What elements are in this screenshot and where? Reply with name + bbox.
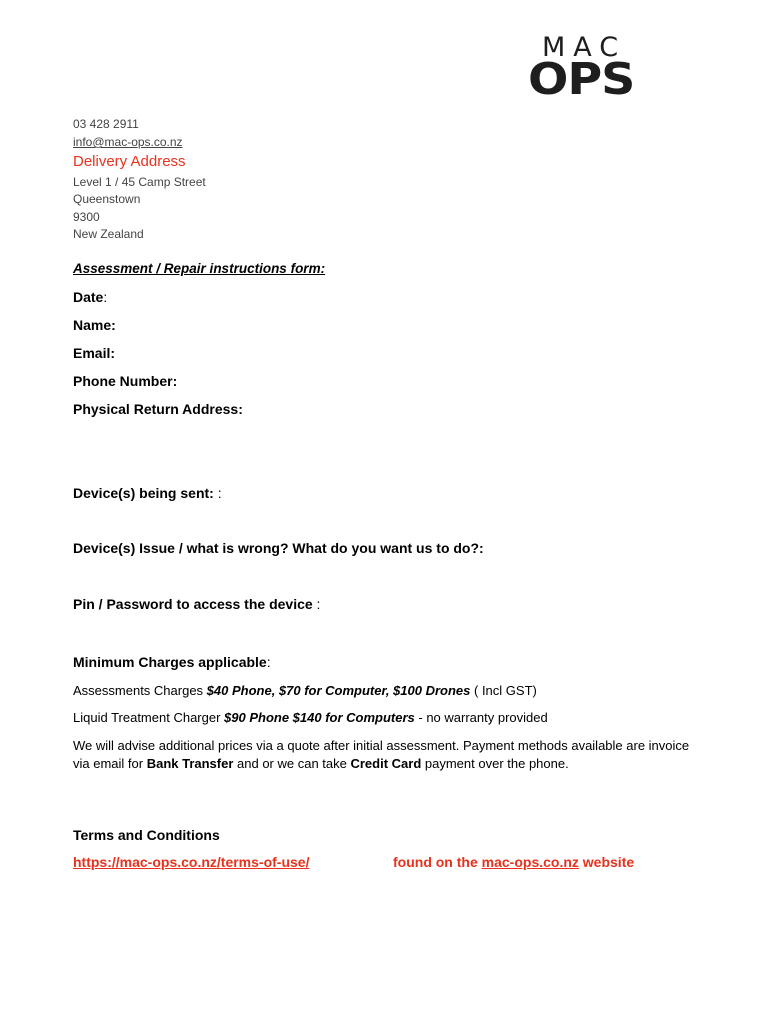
assessment-charges-line	[73, 682, 537, 699]
liquid-prefix: Liquid Treatment Charger	[73, 710, 225, 725]
terms-url-text[interactable]: https://mac-ops.co.nz/terms-of-use/	[73, 854, 310, 870]
assessment-prefix: Assessments Charges	[73, 683, 207, 698]
field-date-label: Date	[73, 289, 104, 305]
field-pin-label: Pin / Password to access the device	[73, 596, 313, 612]
field-date-colon: :	[103, 289, 108, 305]
field-issue-label: Device(s) Issue / what is wrong? What do you want us to do?:	[73, 540, 484, 556]
field-date	[73, 289, 107, 305]
field-address-label: Physical Return Address:	[73, 401, 243, 417]
liquid-prices: $90 Phone $140 for Computers	[224, 710, 415, 725]
field-phone-label: Phone Number:	[73, 373, 178, 389]
form-heading: Assessment / Repair instructions form:	[73, 261, 326, 276]
advise-part2: and or we can take	[233, 755, 351, 771]
terms-found-suffix: website	[578, 854, 635, 870]
field-devices-colon: :	[217, 485, 222, 501]
charges-title	[73, 654, 271, 670]
terms-found-prefix: found on the	[393, 854, 482, 870]
assessment-prices: $40 Phone, $70 for Computer, $100 Drones	[206, 683, 471, 698]
terms-found-text	[393, 854, 634, 870]
delivery-address-title: Delivery Address	[73, 153, 186, 170]
contact-phone: 03 428 2911	[73, 117, 139, 131]
liquid-charges-line	[73, 709, 548, 726]
charges-title-label: Minimum Charges applicable	[73, 654, 267, 670]
field-devices	[73, 485, 222, 501]
field-email-label: Email:	[73, 345, 116, 361]
assessment-suffix: ( Incl GST)	[470, 683, 537, 698]
advise-credit-card: Credit Card	[350, 755, 422, 771]
logo-top-text: MAC	[542, 32, 627, 63]
address-line-city: Queenstown	[73, 192, 141, 206]
field-pin	[73, 596, 320, 612]
advise-part1: We will advise additional prices via a quote after initial assessment. Payment methods available are invoice via email for	[73, 738, 690, 771]
field-name-label: Name:	[73, 317, 116, 333]
charges-title-colon: :	[266, 654, 271, 670]
mac-ops-logo	[528, 34, 686, 104]
liquid-suffix: - no warranty provided	[414, 710, 548, 725]
address-line-street: Level 1 / 45 Camp Street	[73, 175, 206, 189]
logo-bottom-text: OPS	[528, 54, 635, 105]
address-line-postcode: 9300	[73, 210, 100, 224]
field-devices-label: Device(s) being sent:	[73, 485, 218, 501]
advise-part3: payment over the phone.	[421, 755, 569, 771]
address-line-country: New Zealand	[73, 227, 144, 241]
terms-site-link[interactable]: mac-ops.co.nz	[481, 854, 579, 870]
terms-title: Terms and Conditions	[73, 827, 220, 843]
field-pin-colon: :	[312, 596, 321, 612]
contact-email-link[interactable]: info@mac-ops.co.nz	[73, 135, 183, 149]
advise-bank-transfer: Bank Transfer	[146, 755, 234, 771]
terms-url-link[interactable]	[73, 854, 309, 870]
advise-paragraph	[73, 737, 703, 772]
